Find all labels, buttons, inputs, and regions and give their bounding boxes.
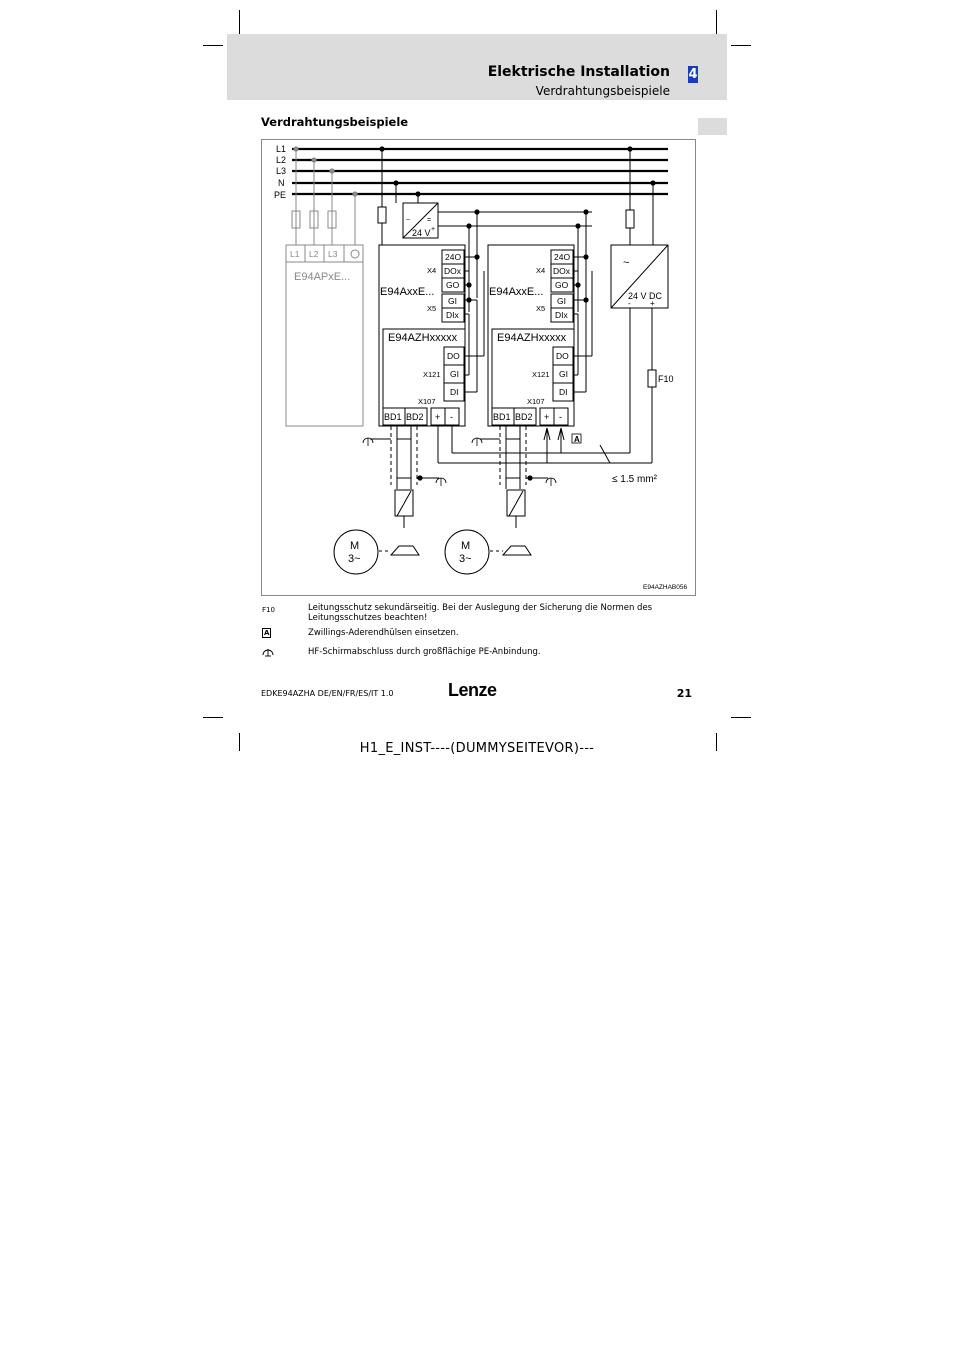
x4-label: X4 — [427, 266, 437, 275]
crop-mark — [203, 717, 223, 718]
brand-logo: Lenze — [448, 680, 497, 700]
terminal-label: DI — [559, 387, 568, 397]
line-label: L2 — [276, 155, 287, 165]
terminal-label: 24O — [445, 252, 462, 262]
terminal-label: GI — [448, 296, 457, 306]
terminal-label: GI — [557, 296, 566, 306]
terminal-label: 24O — [554, 252, 571, 262]
psu-large-plus: + — [650, 299, 655, 308]
page-number: 21 — [676, 687, 692, 700]
crop-mark — [731, 717, 751, 718]
page-title: Elektrische Installation — [487, 64, 670, 80]
terminal-label: DOx — [553, 266, 570, 276]
terminal-label: BD2 — [406, 412, 424, 422]
terminal-label: GO — [555, 280, 569, 290]
psu-large-voltage: 24 V DC — [628, 291, 663, 301]
crop-mark — [239, 10, 240, 34]
axis-module-name: E94AxxE... — [380, 286, 435, 298]
wiring-diagram-svg — [262, 140, 695, 595]
x121-label: X121 — [423, 370, 441, 379]
terminal-label: GI — [559, 369, 568, 379]
supply-terminal: L2 — [309, 249, 319, 259]
crop-mark — [731, 45, 751, 46]
wiring-diagram — [261, 139, 696, 596]
terminal-label: DIx — [446, 310, 459, 320]
terminal-label: DOx — [444, 266, 461, 276]
marker-a: A — [574, 435, 580, 444]
x107-label: X107 — [418, 397, 436, 406]
legend-text: HF-Schirmabschluss durch großflächige PE-Anbindung. — [308, 647, 541, 657]
dummy-line: H1_E_INST----(DUMMYSEITEVOR)--- — [359, 741, 595, 756]
page-subtitle: Verdrahtungsbeispiele — [535, 84, 670, 98]
terminal-label: + — [435, 412, 441, 422]
terminal-label: GO — [446, 280, 460, 290]
x5-label: X5 — [536, 304, 546, 313]
marker-a-symbol: A — [264, 629, 270, 637]
supply-terminal: L1 — [290, 249, 300, 259]
fuse-label: F10 — [658, 374, 674, 384]
page-header — [227, 34, 727, 100]
terminal-label: DIx — [555, 310, 568, 320]
psu-small-plus: + — [431, 226, 436, 233]
line-label: N — [278, 178, 285, 188]
psu-small-ac: ~ — [406, 217, 411, 224]
terminal-label: BD2 — [515, 412, 533, 422]
psu-large-minus: - — [628, 299, 631, 308]
terminal-label: DO — [447, 351, 460, 361]
x4-label: X4 — [536, 266, 546, 275]
line-label: PE — [274, 190, 287, 200]
doc-id: EDKE94AZHA DE/EN/FR/ES/IT 1.0 — [261, 689, 394, 698]
section-title: Verdrahtungsbeispiele — [261, 115, 409, 129]
motor-label: 3~ — [348, 553, 361, 565]
line-label: L3 — [276, 166, 287, 176]
motor-label: M — [350, 540, 360, 552]
cross-section-label: ≤ 1.5 mm² — [612, 474, 657, 485]
safety-module-name: E94AZHxxxxx — [388, 332, 458, 344]
x121-label: X121 — [532, 370, 550, 379]
psu-large-ac: ~ — [623, 257, 630, 269]
shield-icon — [262, 647, 302, 660]
supply-module-label: E94APxE... — [294, 271, 351, 283]
terminal-label: DO — [556, 351, 569, 361]
supply-terminal: L3 — [328, 249, 338, 259]
terminal-label: + — [544, 412, 550, 422]
terminal-label: DI — [450, 387, 459, 397]
safety-module-name: E94AZHxxxxx — [497, 332, 567, 344]
x5-label: X5 — [427, 304, 437, 313]
chapter-number: 4 — [688, 67, 698, 82]
crop-mark — [716, 10, 717, 34]
terminal-label: GI — [450, 369, 459, 379]
x107-label: X107 — [527, 397, 545, 406]
motor-label: M — [461, 540, 471, 552]
legend-key: F10 — [262, 606, 275, 614]
legend-text: Leitungsschutz sekundärseitig. Bei der Auslegung der Sicherung die Normen des Leitungsschutzes beachten! — [308, 603, 653, 623]
figure-id: E94AZHAB056 — [643, 584, 688, 591]
line-label: L1 — [276, 144, 287, 154]
terminal-label: - — [450, 412, 453, 422]
terminal-label: - — [559, 412, 562, 422]
crop-mark — [203, 45, 223, 46]
terminal-label: BD1 — [384, 412, 402, 422]
legend-text: Zwillings-Aderendhülsen einsetzen. — [308, 628, 459, 638]
axis-module-name: E94AxxE... — [489, 286, 544, 298]
psu-small-voltage: 24 V — [412, 228, 431, 238]
motor-label: 3~ — [459, 553, 472, 565]
psu-small-eq: = — [427, 217, 432, 224]
legend-key — [262, 628, 302, 638]
side-tab — [698, 118, 727, 135]
terminal-label: BD1 — [493, 412, 511, 422]
